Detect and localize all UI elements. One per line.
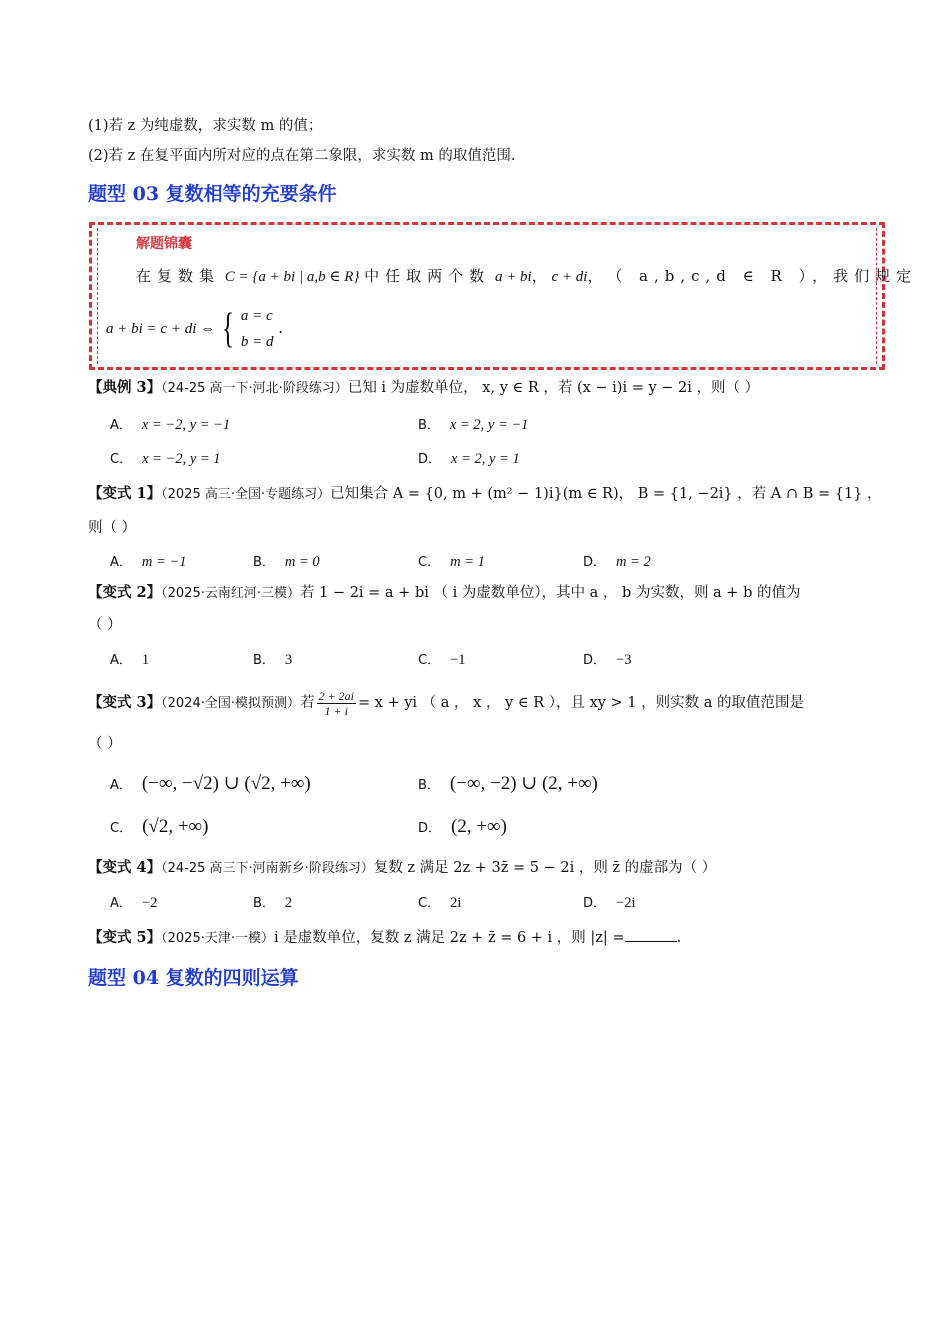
variant-1-option-b: B． m = 0 — [253, 554, 320, 570]
example-3-source: （24-25 高一下·河北·阶段练习） — [161, 381, 348, 396]
tip-text-a: 在复数集 — [136, 267, 221, 285]
variant-1-source: （2025 高三·全国·专题练习） — [161, 487, 331, 502]
variant-3-text-a: 若 — [300, 695, 315, 711]
tip-box-title: 解题锦囊 — [136, 236, 192, 252]
tip-cases — [241, 303, 274, 355]
tip-box — [89, 222, 918, 370]
tip-condition: （ a,b,c,d ∈ R ），我们规定 — [607, 267, 918, 285]
variant-5-text: i 是虚数单位，复数 z 满足 2z + z̄ = 6 + i ，则 |z| = — [274, 930, 625, 946]
question-part-2: (2)若 z 在复平面内所对应的点在第二象限，求实数 m 的取值范围. — [88, 148, 516, 164]
variant-2-option-a: A． 1 — [110, 652, 150, 668]
variant-3-option-c: C． (√2, +∞) — [110, 816, 209, 837]
variant-2-option-b: B． 3 — [253, 652, 293, 668]
variant-3-prefix: 【变式 3】 — [88, 694, 162, 711]
variant-2-option-d: D． −3 — [583, 652, 632, 668]
tip-case-2: b = d — [240, 334, 274, 350]
variant-4-option-a: A． −2 — [110, 895, 158, 911]
variant-3-source: （2024·全国·模拟预测） — [161, 696, 300, 711]
variant-2-stem — [88, 583, 800, 604]
variant-3-option-d: D． (2, +∞) — [418, 816, 507, 837]
example-3-option-a: A． x = −2, y = −1 — [110, 417, 231, 433]
tip-set: C = {a + bi | a,b ∈ R} — [224, 269, 360, 285]
example-3-prefix: 【典例 3】 — [88, 379, 162, 396]
variant-3-text-b: = x + yi （ a ， x ， y ∈ R ），且 xy > 1 ，则实数 a 的取值范围是 — [357, 695, 805, 711]
example-3-option-d: D． x = 2, y = 1 — [418, 451, 520, 467]
tip-box-line-1: 在复数集 C = {a + bi | a,b ∈ R} 中任取两个数 a + bi， c + di， （ a,b,c,d ∈ R ），我们规定 — [136, 267, 918, 285]
variant-4-prefix: 【变式 4】 — [88, 859, 162, 876]
variant-4-stem — [88, 858, 716, 879]
section-heading-03: 题型 03 复数相等的充要条件 — [88, 183, 337, 205]
variant-2-source: （2025·云南红河·三模） — [161, 586, 300, 601]
example-3-stem — [88, 378, 759, 399]
variant-2-option-c: C． −1 — [418, 652, 466, 668]
variant-1-text: 已知集合 A = {0, m + (m² − 1)i}(m ∈ R)， B = {1, −2i} ，若 A ∩ B = {1} ， — [330, 486, 882, 502]
variant-4-source: （24-25 高三下·河南新乡·阶段练习） — [161, 861, 374, 876]
tip-case-1: a = c — [240, 308, 273, 324]
variant-2-prefix: 【变式 2】 — [88, 584, 162, 601]
answer-blank[interactable] — [625, 929, 677, 942]
variant-4-option-c: C． 2i — [418, 895, 462, 911]
variant-4-option-b: B． 2 — [253, 895, 293, 911]
variant-1-option-a: A． m = −1 — [110, 554, 187, 570]
variant-1-stem — [88, 484, 882, 505]
variant-5-prefix: 【变式 5】 — [88, 929, 162, 946]
variant-5-stem — [88, 928, 681, 949]
example-3-option-c: C． x = −2, y = 1 — [110, 451, 221, 467]
variant-3-stem — [88, 686, 804, 721]
tip-box-line-2 — [106, 303, 283, 355]
fraction-denominator: 1 + i — [324, 703, 348, 718]
tip-equation-left: a + bi = c + di ⇔ — [106, 321, 216, 337]
example-3-text: 已知 i 为虚数单位， x, y ∈ R ，若 (x − i)i = y − 2i ，则（ ） — [347, 380, 760, 396]
tip-period: . — [278, 319, 284, 337]
fraction-numerator: 2 + 2ai — [318, 688, 354, 703]
variant-4-option-d: D． −2i — [583, 895, 636, 911]
variant-3-stem-2: （ ） — [88, 736, 122, 752]
tip-number-2: c + di — [551, 269, 588, 285]
left-brace-icon: { — [221, 306, 235, 352]
variant-1-option-c: C． m = 1 — [418, 554, 485, 570]
tip-number-1: a + bi — [494, 269, 532, 285]
variant-3-fraction — [317, 689, 356, 718]
variant-5-end: . — [676, 930, 682, 946]
variant-4-text: 复数 z 满足 2z + 3z̄ = 5 − 2i ，则 z̄ 的虚部为（ ） — [373, 860, 717, 876]
variant-2-stem-2: （ ） — [88, 617, 122, 633]
variant-1-prefix: 【变式 1】 — [88, 485, 162, 502]
question-part-1: (1)若 z 为纯虚数，求实数 m 的值； — [88, 118, 323, 134]
section-heading-04: 题型 04 复数的四则运算 — [88, 967, 299, 989]
variant-3-option-b: B． (−∞, −2) ∪ (2, +∞) — [418, 773, 598, 794]
variant-1-option-d: D． m = 2 — [583, 554, 651, 570]
tip-text-b: 中任取两个数 — [364, 267, 491, 285]
variant-3-option-a: A． (−∞, −√2) ∪ (√2, +∞) — [110, 773, 311, 794]
variant-2-text: 若 1 − 2i = a + bi （ i 为虚数单位），其中 a ， b 为实数，则 a + b 的值为 — [300, 585, 801, 601]
variant-1-stem-2: 则（ ） — [88, 520, 137, 536]
example-3-option-b: B． x = 2, y = −1 — [418, 417, 529, 433]
variant-5-source: （2025·天津·一模） — [161, 931, 274, 946]
